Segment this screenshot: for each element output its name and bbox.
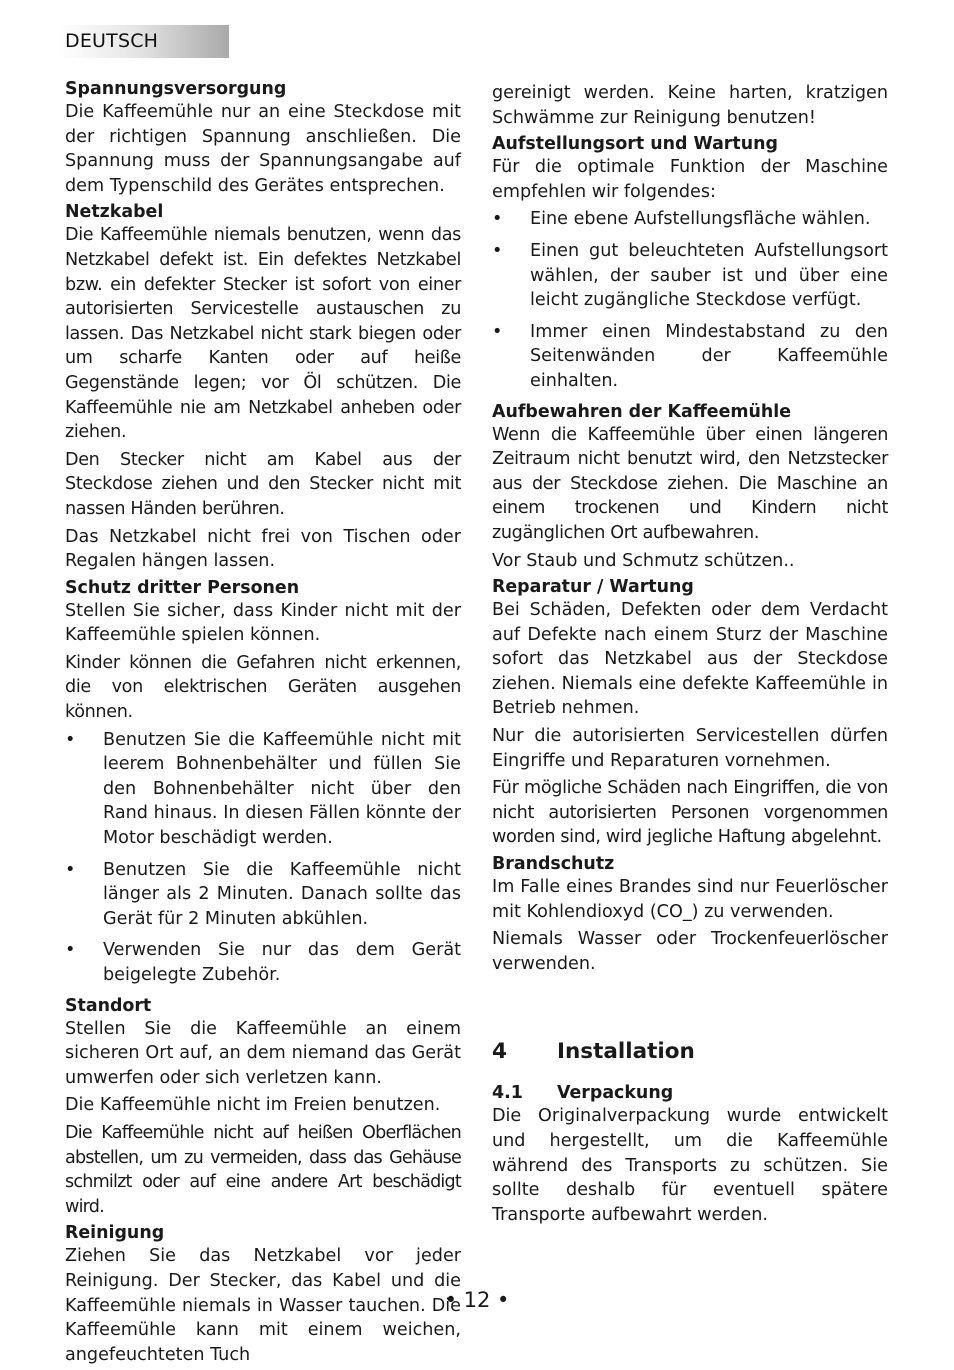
bullet-icon: • xyxy=(65,729,76,750)
paragraph: Den Stecker nicht am Kabel aus der Steckdose ziehen und den Stecker nicht mit nassen Händen berühren. xyxy=(65,449,461,519)
subsection-heading xyxy=(492,1082,888,1104)
paragraph: Das Netzkabel nicht frei von Tischen oder Regalen hängen lassen. xyxy=(65,526,461,572)
heading-netzkabel: Netzkabel xyxy=(65,202,164,223)
chapter-number: 4 xyxy=(492,1039,507,1065)
paragraph: Nur die autorisierten Servicestellen dürfen Eingriffe und Reparaturen vornehmen. xyxy=(492,726,888,771)
list-item-text: Immer einen Mindestabstand zu den Seitenwänden der Kaffeemühle einhalten. xyxy=(530,321,888,391)
list-item-text: Einen gut beleuchteten Aufstellungsort wählen, der sauber ist und über eine leicht zugängliche Steckdose verfügt. xyxy=(530,240,888,311)
list-item xyxy=(492,207,888,232)
paragraph: Niemals Wasser oder Trockenfeuerlöscher verwenden. xyxy=(492,929,888,974)
paragraph: Die Kaffeemühle niemals benutzen, wenn das Netzkabel defekt ist. Ein defektes Netzkabel bzw. ein defekter Stecker ist sofort von einer autorisierten Servicestelle austauschen zu lassen. Das Netzkabel nicht stark biegen oder um scharfe Kanten oder auf heiße Gegenstände legen; vor Öl schützen. Die Kaffeemühle nie am Netzkabel anheben oder ziehen. xyxy=(65,225,461,443)
chapter-title: Installation xyxy=(557,1039,695,1065)
page-number: • 12 • xyxy=(444,1288,510,1312)
subsection-title: Verpackung xyxy=(557,1083,674,1104)
paragraph: Stellen Sie sicher, dass Kinder nicht mit der Kaffeemühle spielen können. xyxy=(65,600,461,646)
list-item-text: Verwenden Sie nur das dem Gerät beigelegte Zubehör. xyxy=(103,940,461,985)
list-item-text: Eine ebene Aufstellungsfläche wählen. xyxy=(530,209,871,230)
subsection-number: 4.1 xyxy=(492,1083,523,1104)
paragraph: Die Originalverpackung wurde entwickelt und hergestellt, um die Kaffeemühle während des Transports zu schützen. Sie sollte deshalb für eventuell spätere Transporte aufbewahrt werden. xyxy=(492,1106,888,1225)
heading-schutz-dritter-personen: Schutz dritter Personen xyxy=(65,577,300,598)
paragraph: Ziehen Sie das Netzkabel vor jeder Reinigung. Der Stecker, das Kabel und die Kaffeemühle niemals in Wasser tauchen. Die Kaffeemühle kann mit einem weichen, angefeuchteten Tuch xyxy=(65,1246,461,1365)
heading-spannungsversorgung: Spannungsversorgung xyxy=(65,79,287,99)
paragraph: Stellen Sie die Kaffeemühle an einem sicheren Ort auf, an dem niemand das Gerät umwerfen oder sich verletzen kann. xyxy=(65,1018,461,1088)
heading-reparatur-wartung: Reparatur / Wartung xyxy=(492,577,694,598)
bullet-icon: • xyxy=(65,940,76,961)
list-item-text: Benutzen Sie die Kaffeemühle nicht mit leerem Bohnenbehälter und füllen Sie den Bohnenbehälter nicht über den Rand hinaus. In diesen Fällen könnte der Motor beschädigt werden. xyxy=(103,729,461,849)
heading-reinigung: Reinigung xyxy=(65,1223,165,1244)
list-item xyxy=(65,938,461,987)
bullet-list xyxy=(492,207,888,393)
paragraph: Wenn die Kaffeemühle über einen längeren Zeitraum nicht benutzt wird, den Netzstecker aus der Steckdose ziehen. Die Maschine an einem trockenen und Kindern nicht zugänglichen Ort aufbewahren. xyxy=(492,424,888,543)
bullet-icon: • xyxy=(492,321,503,342)
list-item xyxy=(65,728,461,851)
bullet-list xyxy=(65,728,461,988)
paragraph: Für mögliche Schäden nach Eingriffen, die von nicht autorisierten Personen vorgenommen worden sind, wird jegliche Haftung abgelehnt. xyxy=(492,778,888,848)
heading-brandschutz: Brandschutz xyxy=(492,854,615,875)
list-item xyxy=(492,239,888,313)
language-label: DEUTSCH xyxy=(65,30,159,52)
paragraph: Die Kaffeemühle nicht im Freien benutzen. xyxy=(65,1095,441,1116)
paragraph: gereinigt werden. Keine harten, kratzigen Schwämme zur Reinigung benutzen! xyxy=(492,83,888,128)
list-item xyxy=(492,320,888,394)
bullet-icon: • xyxy=(492,240,503,261)
paragraph: Im Falle eines Brandes sind nur Feuerlöscher mit Kohlendioxyd (CO_) zu verwenden. xyxy=(492,877,888,922)
list-item-text: Benutzen Sie die Kaffeemühle nicht länger als 2 Minuten. Danach sollte das Gerät für 2 Minuten abkühlen. xyxy=(103,859,461,929)
heading-standort: Standort xyxy=(65,995,152,1016)
heading-aufstellungsort: Aufstellungsort und Wartung xyxy=(492,134,778,155)
bullet-icon: • xyxy=(492,209,503,230)
left-column xyxy=(65,76,461,1370)
paragraph: Bei Schäden, Defekten oder dem Verdacht auf Defekte nach einem Sturz der Maschine sofort das Netzkabel aus der Steckdose ziehen. Niemals eine defekte Kaffeemühle in Betrieb nehmen. xyxy=(492,600,888,719)
paragraph: Kinder können die Gefahren nicht erkennen, die von elektrischen Geräten ausgehen können. xyxy=(65,652,461,723)
paragraph: Die Kaffeemühle nur an eine Steckdose mit der richtigen Spannung anschließen. Die Spannung muss der Spannungsangabe auf dem Typenschild des Gerätes entsprechen. xyxy=(65,102,461,196)
chapter-heading xyxy=(492,1038,888,1066)
list-item xyxy=(65,858,461,932)
paragraph: Vor Staub und Schmutz schützen.. xyxy=(492,550,795,571)
right-column xyxy=(492,81,888,1230)
heading-aufbewahren: Aufbewahren der Kaffeemühle xyxy=(492,401,792,422)
language-tab xyxy=(58,25,229,58)
bullet-icon: • xyxy=(65,859,76,880)
paragraph: Für die optimale Funktion der Maschine empfehlen wir folgendes: xyxy=(492,157,888,202)
paragraph: Die Kaffeemühle nicht auf heißen Oberflächen abstellen, um zu vermeiden, dass das Gehäuse schmilzt oder auf eine andere Art beschädigt wird. xyxy=(65,1122,461,1217)
